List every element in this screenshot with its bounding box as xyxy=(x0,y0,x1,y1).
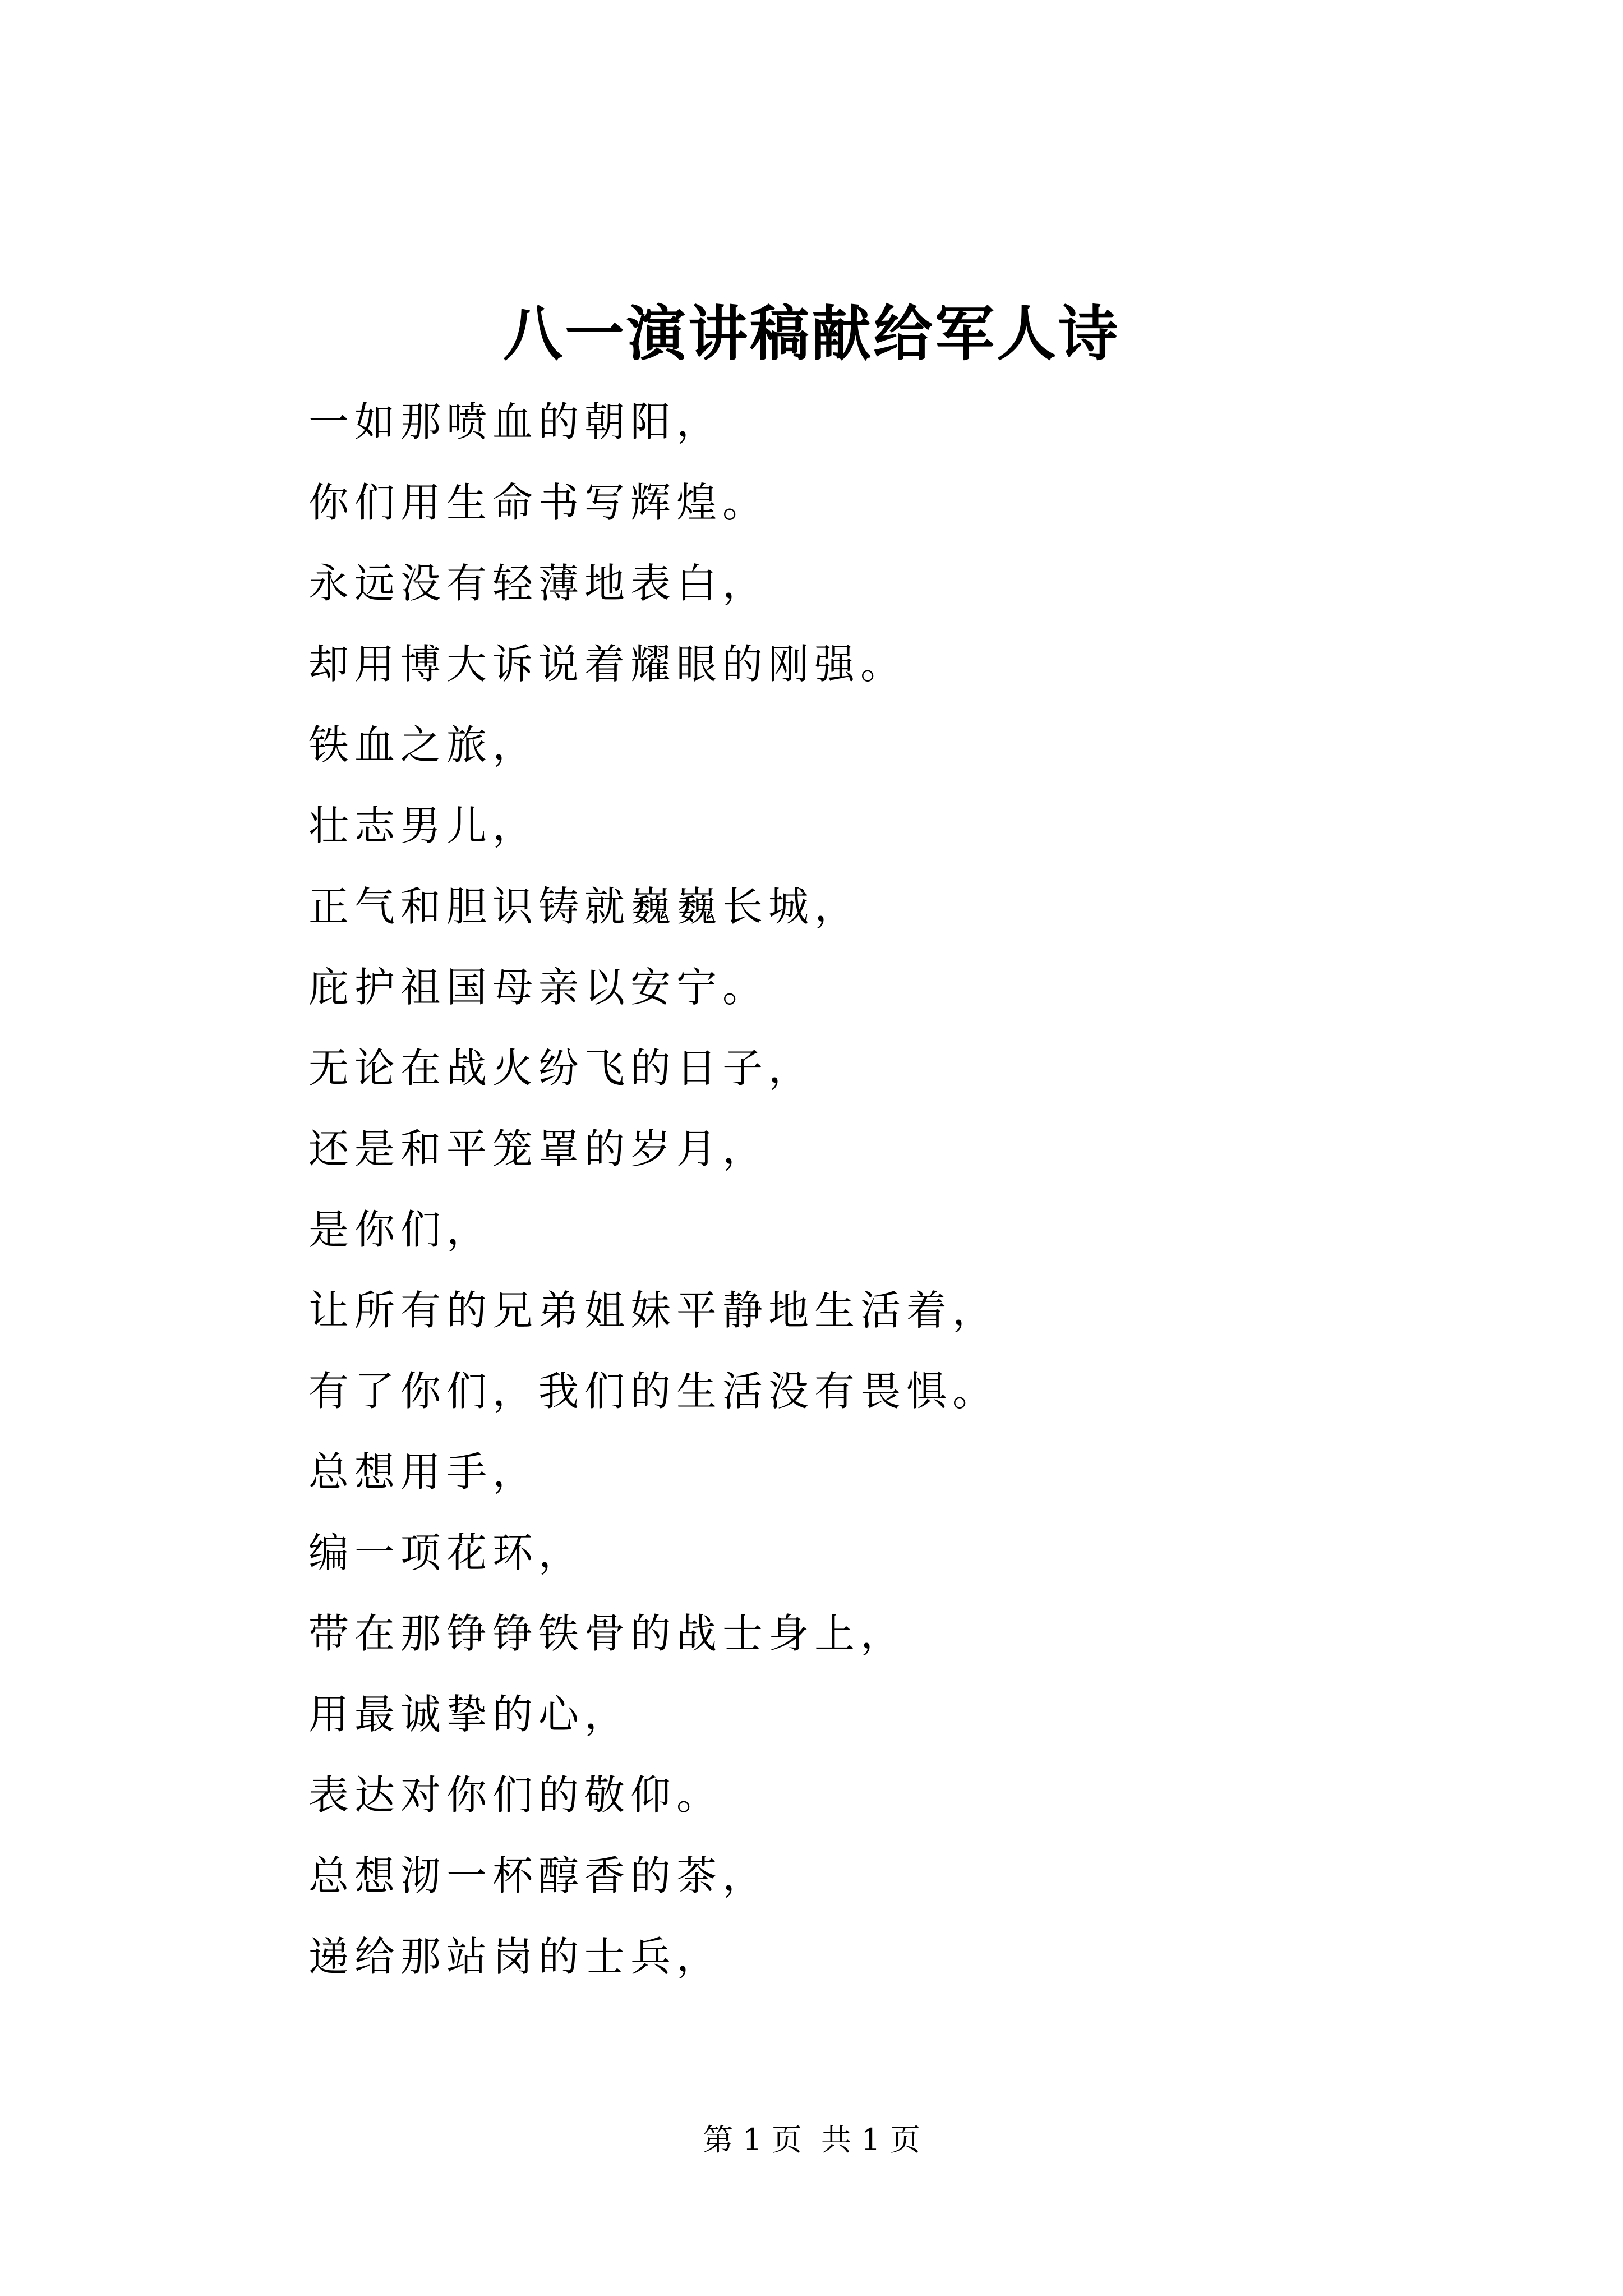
poem-line: 却用博大诉说着耀眼的刚强。 xyxy=(308,641,907,688)
poem-line: 递给那站岗的士兵， xyxy=(308,1933,723,1980)
poem-line: 你们用生命书写辉煌。 xyxy=(308,479,769,526)
poem-line: 编一项花环， xyxy=(308,1529,585,1576)
poem-line: 总想沏一杯醇香的茶， xyxy=(308,1852,769,1899)
poem-line: 壮志男儿， xyxy=(308,802,539,849)
page-footer: 第 1 页 共 1 页 xyxy=(703,2122,920,2157)
page-title: 八一演讲稿献给军人诗 xyxy=(503,298,1120,369)
poem-line: 带在那铮铮铁骨的战士身上， xyxy=(308,1610,907,1657)
poem-line: 铁血之旅， xyxy=(308,721,539,769)
poem-line: 表达对你们的敬仰。 xyxy=(308,1772,723,1819)
poem-line: 用最诚挚的心， xyxy=(308,1691,631,1738)
poem-line: 还是和平笼罩的岁月， xyxy=(308,1125,769,1172)
poem-line: 总想用手， xyxy=(308,1448,539,1496)
poem-line: 让所有的兄弟姐妹平静地生活着， xyxy=(308,1287,999,1334)
poem-line: 正气和胆识铸就巍巍长城， xyxy=(308,883,861,930)
poem-line: 一如那喷血的朝阳， xyxy=(308,398,723,445)
poem-line: 永远没有轻薄地表白， xyxy=(308,560,769,607)
poem-body xyxy=(308,381,998,1997)
poem-line: 无论在战火纷飞的日子， xyxy=(308,1045,815,1092)
poem-line: 有了你们，我们的生活没有畏惧。 xyxy=(308,1368,999,1415)
poem-line: 庇护祖国母亲以安宁。 xyxy=(308,964,769,1011)
poem-line: 是你们， xyxy=(308,1206,493,1253)
